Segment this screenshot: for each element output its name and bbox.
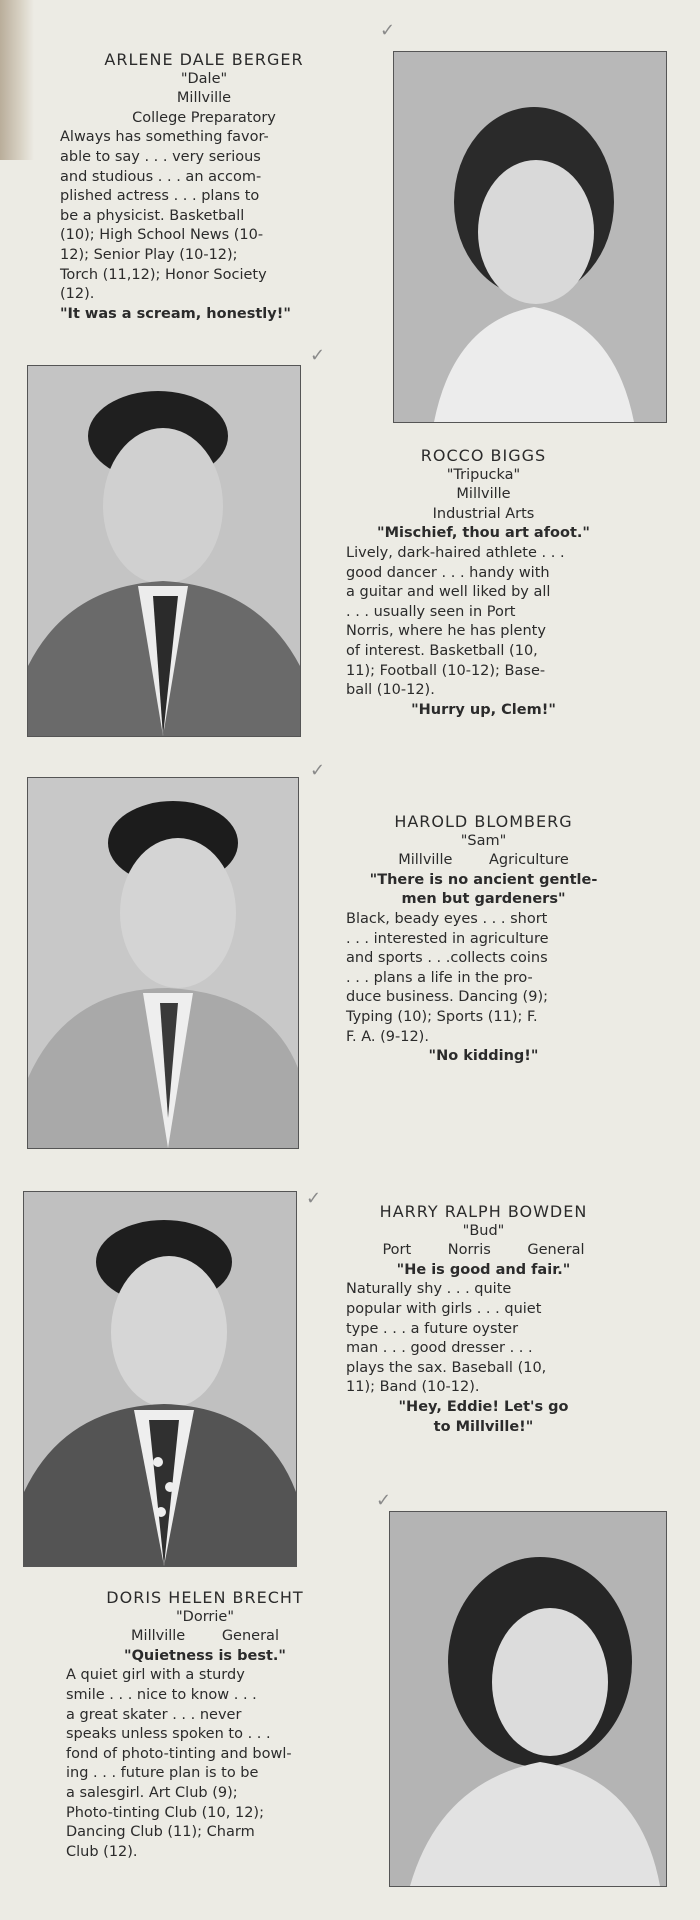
check-mark: ✓ <box>376 1490 392 1511</box>
student-nickname: "Sam" <box>460 832 507 849</box>
student-bio: Always has something favor- able to say . . . very serious and studious . . . an accom- plished actress . . . plans to be a physicist. Basketball (10); High School News (10- 12); Senior Play (10-12); Torch (11,12); Honor Society (12). <box>60 129 269 303</box>
student-quote: "Hurry up, Clem!" <box>411 701 556 718</box>
check-mark: ✓ <box>310 345 326 366</box>
student-quote: "Hey, Eddie! Let's go to Millville!" <box>398 1398 569 1435</box>
student-town-course: Port Norris General <box>382 1242 585 1259</box>
student-town: Millville <box>176 90 232 107</box>
student-motto: "He is good and fair." <box>396 1261 571 1278</box>
portrait-photo-blomberg <box>28 778 298 1148</box>
student-brecht-text <box>66 1588 344 1862</box>
student-motto: "Quietness is best." <box>124 1647 286 1664</box>
student-bio: Naturally shy . . . quite popular with girls . . . quiet type . . . a future oyster man . . . good dresser . . . plays the sax. Baseball (10, 11); Band (10-12). <box>346 1281 547 1396</box>
student-bio: Black, beady eyes . . . short . . . interested in agriculture and sports . . .collects coins . . . plans a life in the pro- duce business. Dancing (9); Typing (10); Sports (11); F. F. A. (9-12). <box>346 910 549 1045</box>
check-mark: ✓ <box>380 20 396 41</box>
portrait-photo-brecht <box>390 1512 666 1886</box>
student-name: ARLENE DALE BERGER <box>104 50 304 69</box>
student-bio: Lively, dark-haired athlete . . . good dancer . . . handy with a guitar and well liked by all . . . usually seen in Port Norris, where he has plenty of interest. Basketball (10, 11); Football (10-12); Base- ball (10-12). <box>346 544 565 699</box>
student-motto: "Mischief, thou art afoot." <box>377 525 590 542</box>
student-town: Millville <box>456 486 511 503</box>
student-nickname: "Bud" <box>462 1222 505 1239</box>
student-nickname: "Dorrie" <box>176 1608 234 1625</box>
student-name: DORIS HELEN BRECHT <box>106 1588 304 1607</box>
student-bio: A quiet girl with a sturdy smile . . . nice to know . . . a great skater . . . never speaks unless spoken to . . . fond of photo-tinting and bowl- ing . . . future plan is to be a salesgirl. Art Club (9); Photo-tinting Club (10, 12); Dancing Club (11); Charm Club (12). <box>66 1667 292 1860</box>
student-course: College Preparatory <box>132 109 276 126</box>
student-berger-text <box>60 50 348 324</box>
portrait-silhouette <box>390 1512 666 1886</box>
check-mark: ✓ <box>310 760 326 781</box>
student-name: HAROLD BLOMBERG <box>394 812 573 831</box>
portrait-silhouette <box>28 366 300 736</box>
portrait-silhouette <box>394 52 666 422</box>
student-biggs-text <box>346 446 621 720</box>
portrait-silhouette <box>28 778 298 1148</box>
student-quote: "It was a scream, honestly!" <box>60 305 291 322</box>
portrait-photo-berger <box>394 52 666 422</box>
student-name: ROCCO BIGGS <box>420 446 547 465</box>
student-motto: "There is no ancient gentle- men but gardeners" <box>369 871 598 908</box>
portrait-silhouette <box>24 1192 296 1566</box>
student-town-course: Millville Agriculture <box>398 852 569 869</box>
portrait-photo-biggs <box>28 366 300 736</box>
torn-page-edge <box>0 0 34 160</box>
student-blomberg-text <box>346 812 621 1067</box>
check-mark: ✓ <box>306 1188 322 1209</box>
student-bowden-text <box>346 1202 621 1437</box>
student-name: HARRY RALPH BOWDEN <box>379 1202 588 1221</box>
student-quote: "No kidding!" <box>428 1048 539 1065</box>
student-nickname: "Dale" <box>180 70 228 87</box>
student-town-course: Millville General <box>131 1628 279 1645</box>
student-nickname: "Tripucka" <box>446 466 521 483</box>
student-course: Industrial Arts <box>432 505 535 522</box>
portrait-photo-bowden <box>24 1192 296 1566</box>
